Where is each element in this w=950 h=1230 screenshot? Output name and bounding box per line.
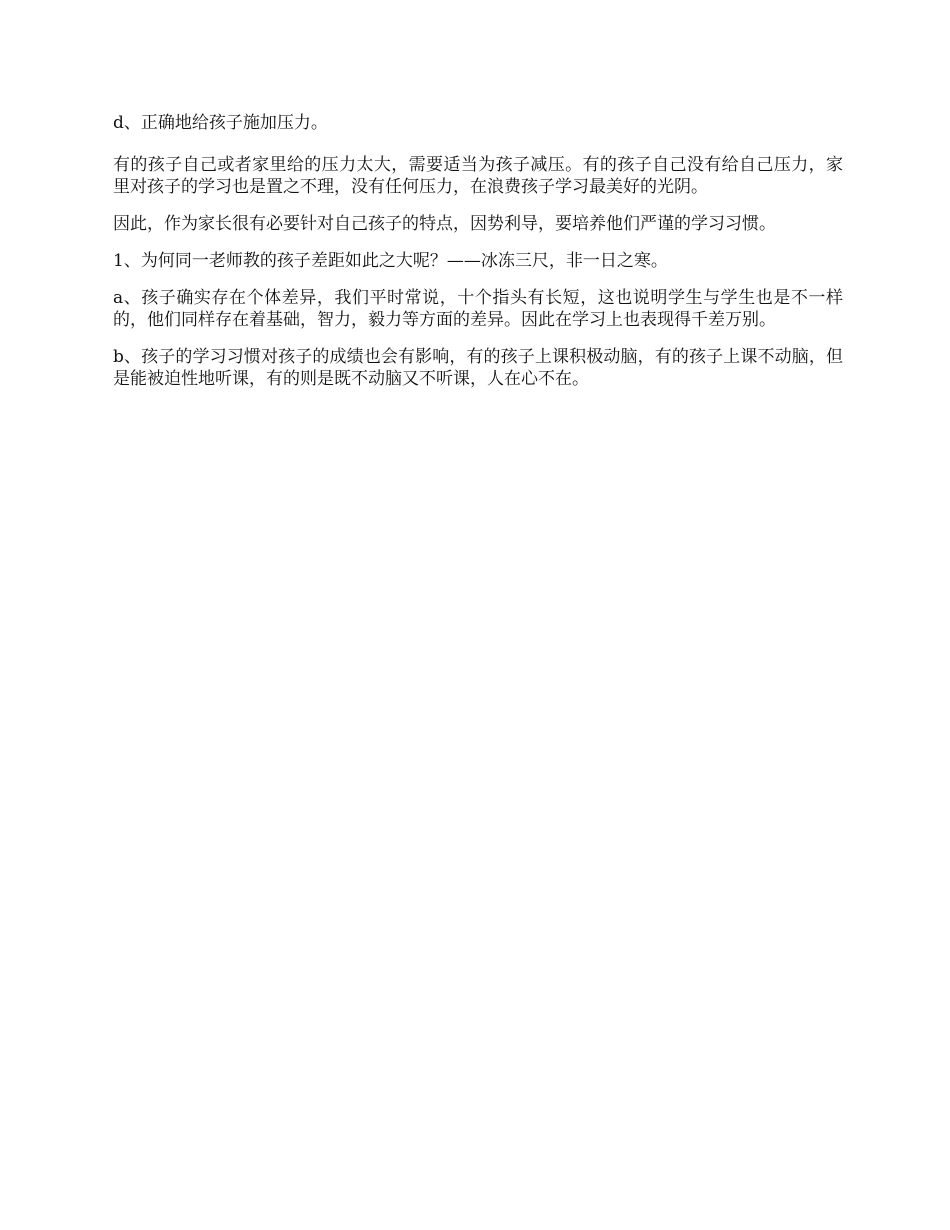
paragraph-pressure: 有的孩子自己或者家里给的压力太大，需要适当为孩子减压。有的孩子自己没有给自己压力，家里对孩子的学习也是置之不理，没有任何压力，在浪费孩子学习最美好的光阴。 (113, 155, 843, 197)
paragraph-question-1: 1、为何同一老师教的孩子差距如此之大呢？——冰冻三尺，非一日之寒。 (113, 251, 668, 271)
paragraph-point-b: b、孩子的学习习惯对孩子的成绩也会有影响，有的孩子上课积极动脑，有的孩子上课不动脑，但是能被迫性地听课，有的则是既不动脑又不听课，人在心不在。 (113, 347, 843, 389)
paragraph-point-a: a、孩子确实存在个体差异，我们平时常说，十个指头有长短，这也说明学生与学生也是不一样的，他们同样存在着基础，智力，毅力等方面的差异。因此在学习上也表现得千差万别。 (113, 288, 843, 330)
document-body (113, 112, 843, 405)
paragraph-heading-d: d、正确地给孩子施加压力。 (113, 113, 328, 133)
paragraph-parents-advice: 因此，作为家长很有必要针对自己孩子的特点，因势利导，要培养他们严谨的学习习惯。 (113, 214, 776, 234)
